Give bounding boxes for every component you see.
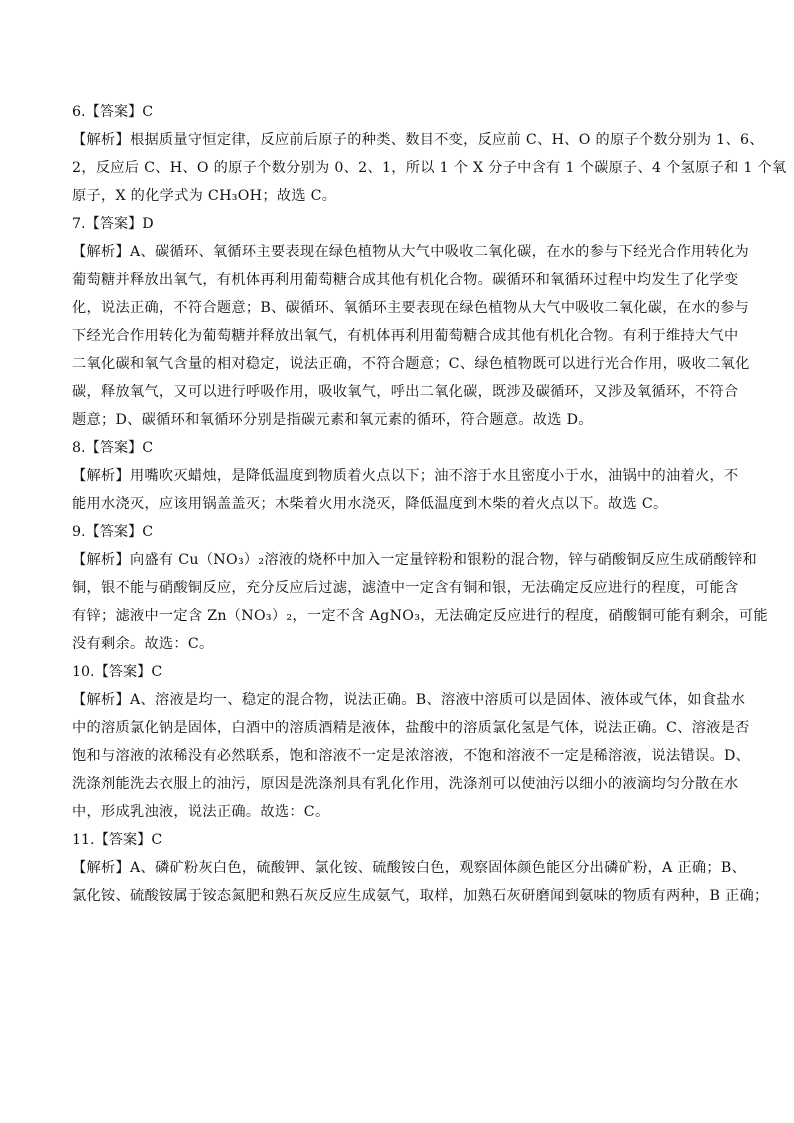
answer-line: 7.【答案】D bbox=[72, 216, 154, 232]
explanation-line: 饱和与溶液的浓稀没有必然联系，饱和溶液不一定是浓溶液，不饱和溶液不一定是稀溶液，说法错误。D、 bbox=[72, 748, 751, 764]
question-11 bbox=[72, 826, 769, 910]
explanation-line: 葡萄糖并释放出氧气，有机体再利用葡萄糖合成其他有机化合物。碳循环和氧循环过程中均发生了化学变 bbox=[72, 272, 739, 288]
explanation-line: 能用水浇灭，应该用锅盖盖灭；木柴着火用水浇灭，降低温度到木柴的着火点以下。故选 C。 bbox=[72, 496, 668, 512]
question-8 bbox=[72, 434, 739, 518]
answer-line: 9.【答案】C bbox=[72, 524, 154, 540]
explanation-line: 原子，X 的化学式为 CH₃OH；故选 C。 bbox=[72, 188, 337, 204]
explanation-line: 【解析】A、溶液是均一、稳定的混合物，说法正确。B、溶液中溶质可以是固体、液体或气体，如食盐水 bbox=[72, 692, 746, 708]
explanation-line: 【解析】A、碳循环、氧循环主要表现在绿色植物从大气中吸收二氧化碳，在水的参与下经光合作用转化为 bbox=[72, 244, 749, 260]
explanation-line: 氯化铵、硫酸铵属于铵态氮肥和熟石灰反应生成氨气，取样，加熟石灰研磨闻到氨味的物质有两种，B 正确； bbox=[72, 888, 769, 904]
answer-line: 6.【答案】C bbox=[72, 104, 154, 120]
answer-key-page bbox=[72, 98, 787, 910]
answer-line: 11.【答案】C bbox=[72, 832, 163, 848]
explanation-line: 铜，银不能与硝酸铜反应，充分反应后过滤，滤渣中一定含有铜和银，无法确定反应进行的程度，可能含 bbox=[72, 580, 739, 596]
explanation-line: 没有剩余。故选：C。 bbox=[72, 636, 214, 652]
explanation-line: 【解析】用嘴吹灭蜡烛，是降低温度到物质着火点以下；油不溶于水且密度小于水，油锅中的油着火，不 bbox=[72, 468, 739, 484]
question-7 bbox=[72, 210, 750, 434]
explanation-line: 有锌；滤液中一定含 Zn（NO₃）₂，一定不含 AgNO₃，无法确定反应进行的程度，硝酸铜可能有剩余，可能 bbox=[72, 608, 768, 624]
answer-line: 10.【答案】C bbox=[72, 664, 163, 680]
explanation-line: 【解析】A、磷矿粉灰白色，硫酸钾、氯化铵、硫酸铵白色，观察固体颜色能区分出磷矿粉，A 正确；B、 bbox=[72, 860, 747, 876]
explanation-line: 中的溶质氯化钠是固体，白酒中的溶质酒精是液体，盐酸中的溶质氯化氢是气体，说法正确。C、溶液是否 bbox=[72, 720, 750, 736]
question-9 bbox=[72, 518, 768, 658]
explanation-line: 化，说法正确，不符合题意；B、碳循环、氧循环主要表现在绿色植物从大气中吸收二氧化碳，在水的参与 bbox=[72, 300, 750, 316]
explanation-line: 碳，释放氧气，又可以进行呼吸作用，吸收氧气，呼出二氧化碳，既涉及碳循环，又涉及氧循环，不符合 bbox=[72, 384, 739, 400]
explanation-line: 【解析】向盛有 Cu（NO₃）₂溶液的烧杯中加入一定量锌粉和银粉的混合物，锌与硝酸铜反应生成硝酸锌和 bbox=[72, 552, 757, 568]
question-6 bbox=[72, 98, 787, 210]
explanation-line: 二氧化碳和氧气含量的相对稳定，说法正确，不符合题意；C、绿色植物既可以进行光合作用，吸收二氧化 bbox=[72, 356, 750, 372]
explanation-line: 下经光合作用转化为葡萄糖并释放出氧气，有机体再利用葡萄糖合成其他有机化合物。有利于维持大气中 bbox=[72, 328, 739, 344]
explanation-line: 洗涤剂能洗去衣服上的油污，原因是洗涤剂具有乳化作用，洗涤剂可以使油污以细小的液滴均匀分散在水 bbox=[72, 776, 739, 792]
answer-line: 8.【答案】C bbox=[72, 440, 154, 456]
explanation-line: 题意；D、碳循环和氧循环分别是指碳元素和氧元素的循环，符合题意。故选 D。 bbox=[72, 412, 593, 428]
explanation-line: 2，反应后 C、H、O 的原子个数分别为 0、2、1，所以 1 个 X 分子中含有 1 个碳原子、4 个氢原子和 1 个氧 bbox=[72, 160, 787, 176]
explanation-line: 中，形成乳浊液，说法正确。故选：C。 bbox=[72, 804, 330, 820]
question-10 bbox=[72, 658, 751, 826]
explanation-line: 【解析】根据质量守恒定律，反应前后原子的种类、数目不变，反应前 C、H、O 的原子个数分别为 1、6、 bbox=[72, 132, 764, 148]
